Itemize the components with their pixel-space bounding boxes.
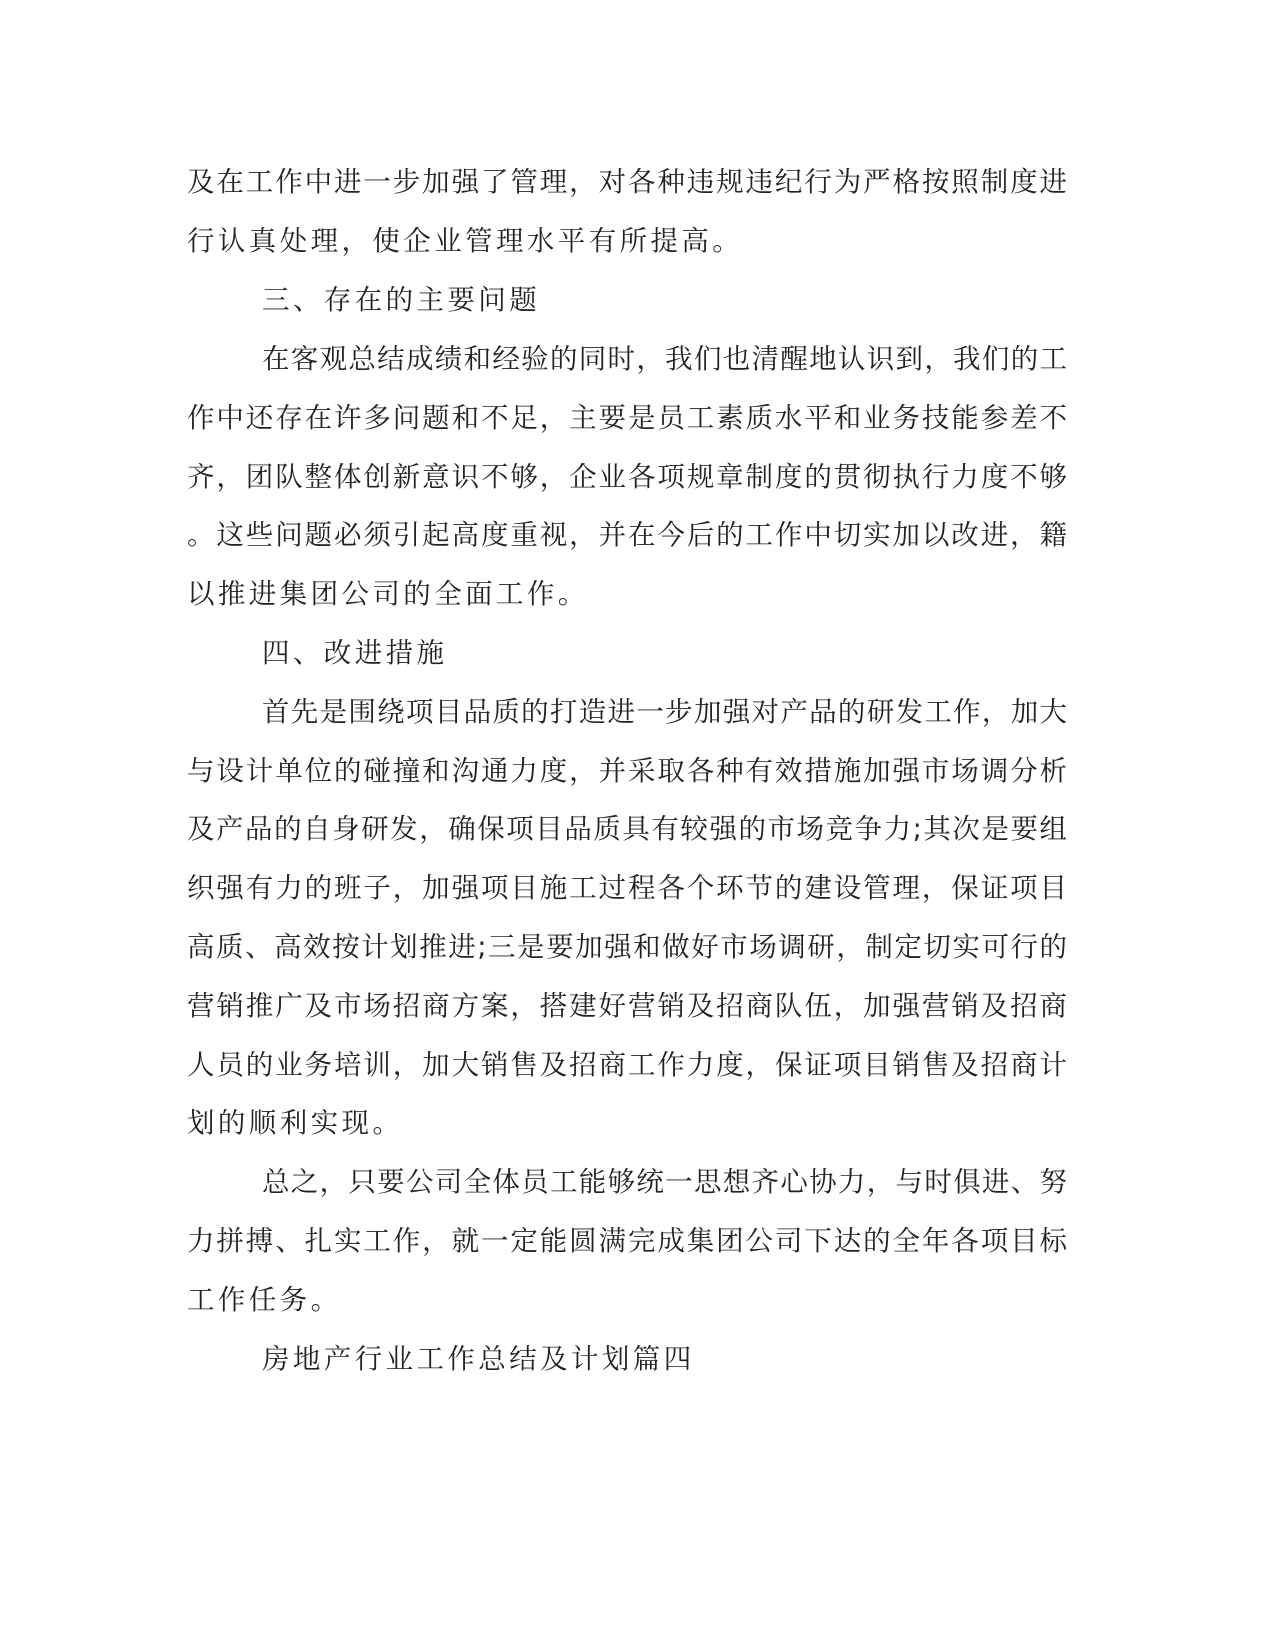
paragraph-line: 作中还存在许多问题和不足，主要是员工素质水平和业务技能参差不 xyxy=(187,402,1067,434)
paragraph-line: 以推进集团公司的全面工作。 xyxy=(187,578,589,610)
paragraph-line: 在客观总结成绩和经验的同时，我们也清醒地认识到，我们的工 xyxy=(262,343,1067,375)
paragraph-line: 力拼搏、扎实工作，就一定能圆满完成集团公司下达的全年各项目标 xyxy=(187,1225,1067,1257)
paragraph-line: 营销推广及市场招商方案，搭建好营销及招商队伍，加强营销及招商 xyxy=(187,990,1067,1022)
paragraph-line: 齐，团队整体创新意识不够，企业各项规章制度的贯彻执行力度不够 xyxy=(187,461,1067,493)
paragraph-line: 织强有力的班子，加强项目施工过程各个环节的建设管理，保证项目 xyxy=(187,872,1067,904)
paragraph-line: 划的顺利实现。 xyxy=(187,1107,404,1139)
paragraph-line: 工作任务。 xyxy=(187,1284,342,1316)
paragraph-line: 与设计单位的碰撞和沟通力度，并采取各种有效措施加强市场调分析 xyxy=(187,755,1067,787)
section-title-part-four: 房地产行业工作总结及计划篇四 xyxy=(262,1343,695,1375)
paragraph-line: 行认真处理，使企业管理水平有所提高。 xyxy=(187,225,744,257)
paragraph-line: 。这些问题必须引起高度重视，并在今后的工作中切实加以改进，籍 xyxy=(187,519,1067,551)
paragraph-line: 高质、高效按计划推进;三是要加强和做好市场调研，制定切实可行的 xyxy=(187,931,1067,963)
section-heading-problems: 三、存在的主要问题 xyxy=(262,284,541,316)
section-heading-measures: 四、改进措施 xyxy=(262,637,448,669)
paragraph-line: 及产品的自身研发，确保项目品质具有较强的市场竞争力;其次是要组 xyxy=(187,813,1067,845)
paragraph-line: 首先是围绕项目品质的打造进一步加强对产品的研发工作，加大 xyxy=(262,696,1067,728)
paragraph-line: 人员的业务培训，加大销售及招商工作力度，保证项目销售及招商计 xyxy=(187,1049,1067,1081)
paragraph-line: 及在工作中进一步加强了管理，对各种违规违纪行为严格按照制度进 xyxy=(187,166,1067,198)
paragraph-line: 总之，只要公司全体员工能够统一思想齐心协力，与时俱进、努 xyxy=(262,1166,1067,1198)
